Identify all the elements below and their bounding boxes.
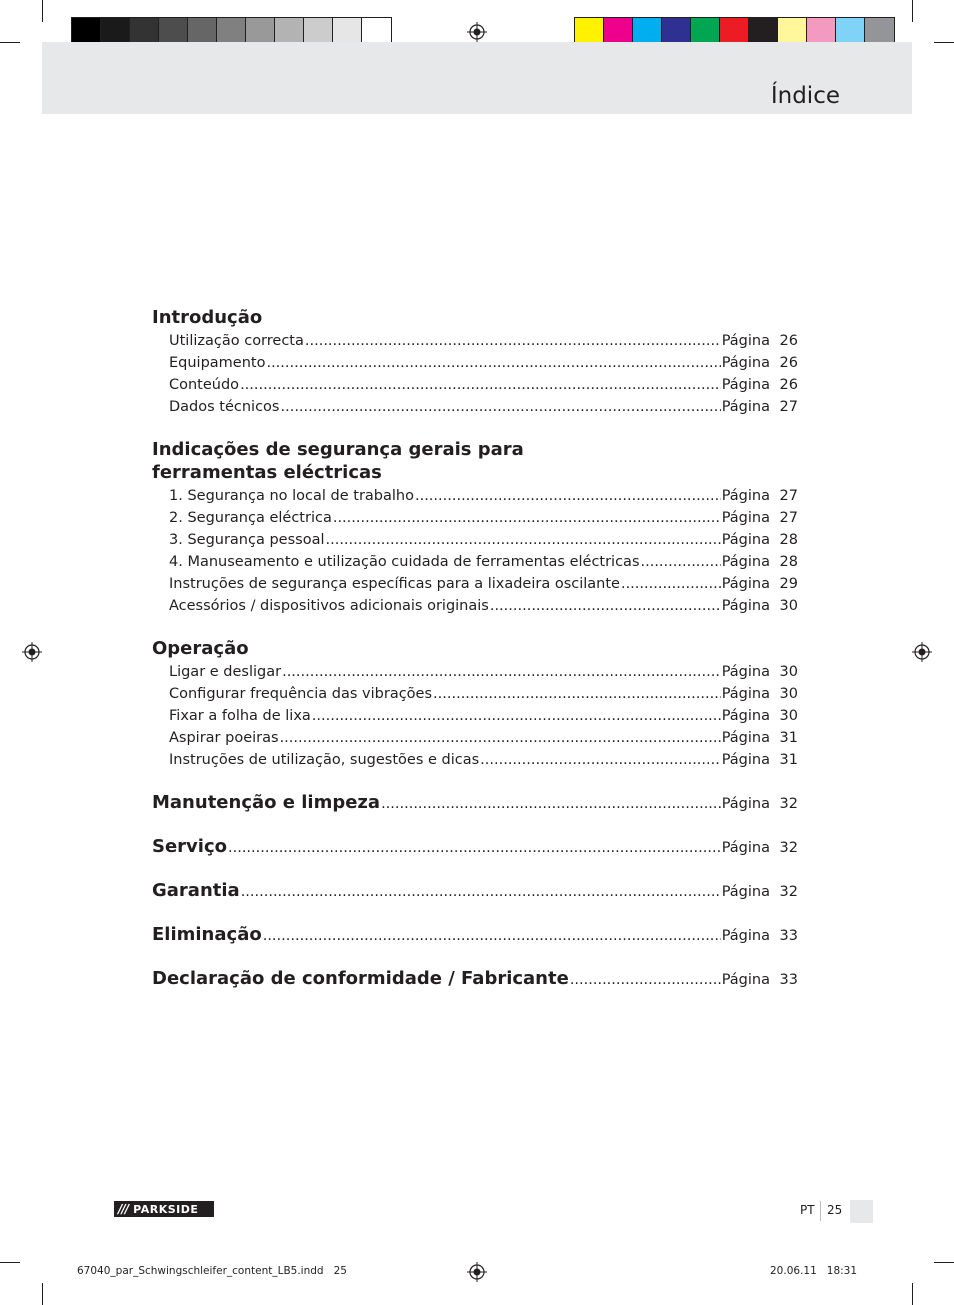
page-title: Índice	[770, 83, 840, 109]
page-label: Página	[721, 554, 770, 570]
registration-mark-icon	[467, 1262, 487, 1282]
page-ref	[722, 485, 798, 507]
print-slug-date: 20.06.11 18:31	[770, 1265, 858, 1277]
section-title: Garantia	[152, 880, 240, 901]
page-number: 27	[779, 510, 798, 526]
footer-tab	[850, 1200, 873, 1223]
color-swatch	[633, 18, 662, 44]
page-label: Página	[721, 840, 770, 856]
toc-entry[interactable]	[169, 661, 798, 683]
page-number: 33	[779, 928, 798, 944]
entry-text: Dados técnicos	[169, 399, 280, 415]
toc-main-entry[interactable]	[152, 835, 798, 879]
color-swatch	[662, 18, 691, 44]
logo-text: PARKSIDE	[133, 1202, 199, 1216]
page-label: Página	[721, 730, 770, 746]
toc-entry[interactable]	[169, 396, 798, 418]
leader-dots	[570, 972, 721, 988]
leader-dots	[381, 796, 721, 812]
section-title: Eliminação	[152, 924, 262, 945]
color-swatch	[749, 18, 778, 44]
print-slug-file: 67040_par_Schwingschleifer_content_LB5.indd 25	[77, 1265, 347, 1277]
crop-mark	[0, 1262, 20, 1263]
section-title-line: Indicações de segurança gerais para	[152, 439, 524, 460]
entry-text: Conteúdo	[169, 377, 240, 393]
color-swatch	[188, 18, 217, 44]
leader-dots	[228, 840, 721, 856]
color-swatch	[778, 18, 807, 44]
page-ref	[722, 727, 798, 749]
color-swatch	[362, 18, 391, 44]
leader-dots	[480, 749, 721, 771]
toc-entry[interactable]	[169, 529, 798, 551]
crop-mark	[0, 42, 20, 43]
page-ref	[722, 972, 798, 988]
toc-entries	[169, 661, 798, 771]
color-swatch	[604, 18, 633, 44]
crop-mark	[912, 0, 913, 22]
toc-entries	[169, 330, 798, 418]
registration-mark-icon	[912, 642, 932, 662]
entry-text: Instruções de utilização, sugestões e dicas	[169, 752, 480, 768]
toc-entry[interactable]	[169, 573, 798, 595]
color-swatch	[72, 18, 101, 44]
leader-dots	[240, 374, 721, 396]
language-code: PT	[800, 1203, 815, 1217]
entry-text: Equipamento	[169, 355, 266, 371]
page-ref	[722, 928, 798, 944]
leader-dots	[415, 485, 721, 507]
page-ref	[722, 705, 798, 727]
color-swatch	[130, 18, 159, 44]
process-color-bar	[574, 17, 895, 45]
entry-text: Instruções de segurança específicas para a lixadeira oscilante	[169, 576, 620, 592]
color-swatch	[807, 18, 836, 44]
leader-dots	[241, 884, 721, 900]
page-label: Página	[721, 972, 770, 988]
page-ref	[722, 551, 798, 573]
leader-dots	[263, 928, 721, 944]
section-title-line: ferramentas eléctricas	[152, 462, 382, 483]
section-title: Operação	[152, 638, 249, 659]
page-number: 26	[779, 355, 798, 371]
page-ref	[722, 573, 798, 595]
page-label: Página	[721, 333, 770, 349]
page-label: Página	[721, 884, 770, 900]
page-number: 25	[827, 1203, 843, 1217]
toc-entry[interactable]	[169, 374, 798, 396]
crop-mark	[934, 1262, 954, 1263]
toc-section-seguranca	[152, 438, 798, 637]
color-swatch	[304, 18, 333, 44]
color-swatch	[333, 18, 362, 44]
color-swatch	[246, 18, 275, 44]
leader-dots	[282, 661, 721, 683]
leader-dots	[326, 529, 721, 551]
color-swatch	[275, 18, 304, 44]
page-ref	[722, 796, 798, 812]
leader-dots	[312, 705, 721, 727]
toc-entry[interactable]	[169, 352, 798, 374]
color-swatch	[836, 18, 865, 44]
page-number: 31	[779, 730, 798, 746]
toc-section-operacao	[152, 637, 798, 791]
toc-entries	[169, 485, 798, 617]
entry-text: 4. Manuseamento e utilização cuidada de ferramentas eléctricas	[169, 554, 640, 570]
page-number: 30	[779, 598, 798, 614]
leader-dots	[433, 683, 721, 705]
page-label: Página	[721, 355, 770, 371]
entry-text: Fixar a folha de lixa	[169, 708, 311, 724]
toc-entry[interactable]	[169, 595, 798, 617]
page-ref	[722, 884, 798, 900]
entry-text: 3. Segurança pessoal	[169, 532, 325, 548]
leader-dots	[490, 595, 721, 617]
table-of-contents	[152, 306, 798, 1011]
section-title: Serviço	[152, 836, 227, 857]
page-label: Página	[721, 576, 770, 592]
color-swatch	[575, 18, 604, 44]
page-ref	[722, 374, 798, 396]
page-ref	[722, 352, 798, 374]
page-ref	[722, 507, 798, 529]
toc-main-entry[interactable]	[152, 879, 798, 923]
crop-mark	[934, 42, 954, 43]
leader-dots	[305, 330, 721, 352]
section-title: Introdução	[152, 307, 263, 328]
page-number: 32	[779, 840, 798, 856]
page-label: Página	[721, 532, 770, 548]
page-number: 31	[779, 752, 798, 768]
page-ref	[722, 595, 798, 617]
toc-entry[interactable]	[169, 330, 798, 352]
page-ref	[722, 749, 798, 771]
page-ref	[722, 396, 798, 418]
leader-dots	[621, 573, 721, 595]
page-label: Página	[721, 598, 770, 614]
page-number: 30	[779, 686, 798, 702]
color-swatch	[101, 18, 130, 44]
toc-section-introducao	[152, 306, 798, 438]
section-title: Manutenção e limpeza	[152, 792, 381, 813]
color-swatch	[159, 18, 188, 44]
page-label: Página	[721, 488, 770, 504]
page-number: 27	[779, 399, 798, 415]
color-swatch	[865, 18, 894, 44]
toc-main-entry[interactable]	[152, 923, 798, 967]
page-label: Página	[721, 510, 770, 526]
page-label: Página	[721, 399, 770, 415]
parkside-logo	[114, 1201, 214, 1217]
toc-entry[interactable]	[169, 749, 798, 771]
page-number: 26	[779, 333, 798, 349]
page-ref	[722, 840, 798, 856]
page-label: Página	[721, 796, 770, 812]
leader-dots	[641, 551, 721, 573]
entry-text: Utilização correcta	[169, 333, 304, 349]
page-ref	[722, 529, 798, 551]
leader-dots	[281, 396, 721, 418]
toc-entry[interactable]	[169, 551, 798, 573]
entry-text: Acessórios / dispositivos adicionais originais	[169, 598, 489, 614]
page-number: 33	[779, 972, 798, 988]
registration-mark-icon	[467, 22, 487, 42]
page-label: Página	[721, 664, 770, 680]
footer-divider	[820, 1201, 821, 1221]
logo-mark: ///	[118, 1202, 129, 1216]
page-number: 28	[779, 532, 798, 548]
page-number: 30	[779, 664, 798, 680]
color-swatch	[691, 18, 720, 44]
toc-main-entry[interactable]	[152, 791, 798, 835]
page-number: 32	[779, 884, 798, 900]
toc-entry[interactable]	[169, 683, 798, 705]
page-label: Página	[721, 928, 770, 944]
page-label: Página	[721, 708, 770, 724]
section-title: Declaração de conformidade / Fabricante	[152, 968, 569, 989]
crop-mark	[912, 1283, 913, 1305]
page-label: Página	[721, 752, 770, 768]
color-swatch	[217, 18, 246, 44]
page-number: 27	[779, 488, 798, 504]
page-number: 29	[779, 576, 798, 592]
entry-text: 2. Segurança eléctrica	[169, 510, 332, 526]
leader-dots	[280, 727, 721, 749]
entry-text: Configurar frequência das vibrações	[169, 686, 433, 702]
crop-mark	[42, 0, 43, 22]
toc-entry[interactable]	[169, 507, 798, 529]
entry-text: Ligar e desligar	[169, 664, 282, 680]
color-swatch	[720, 18, 749, 44]
leader-dots	[266, 352, 720, 374]
page-ref	[722, 661, 798, 683]
entry-text: Aspirar poeiras	[169, 730, 279, 746]
toc-entry[interactable]	[169, 705, 798, 727]
toc-entry[interactable]	[169, 485, 798, 507]
grayscale-color-bar	[71, 17, 392, 45]
registration-mark-icon	[22, 642, 42, 662]
page-ref	[722, 330, 798, 352]
entry-text: 1. Segurança no local de trabalho	[169, 488, 414, 504]
page-number: 26	[779, 377, 798, 393]
section-title	[152, 438, 798, 484]
page-ref	[722, 683, 798, 705]
crop-mark	[42, 1283, 43, 1305]
leader-dots	[333, 507, 721, 529]
page-number: 32	[779, 796, 798, 812]
page-label: Página	[721, 686, 770, 702]
toc-entry[interactable]	[169, 727, 798, 749]
page-label: Página	[721, 377, 770, 393]
page-number: 28	[779, 554, 798, 570]
toc-main-entry[interactable]	[152, 967, 798, 1011]
page-number: 30	[779, 708, 798, 724]
